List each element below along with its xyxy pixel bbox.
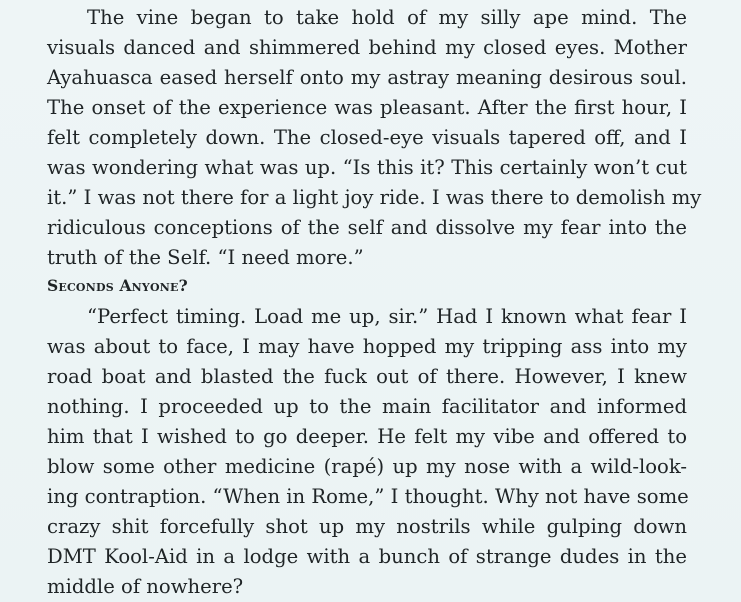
paragraph-line: was wondering what was up. “Is this it? This certainly won’t cut <box>47 156 687 179</box>
paragraph-line: ridiculous conceptions of the self and dissolve my fear into the <box>47 216 687 239</box>
paragraph-line: DMT Kool-Aid in a lodge with a bunch of strange dudes in the <box>47 545 687 568</box>
paragraph-line: ing contraption. “When in Rome,” I thought. Why not have some <box>47 485 689 508</box>
paragraph-line: “Perfect timing. Load me up, sir.” Had I known what fear I <box>87 305 687 328</box>
paragraph-line: The vine began to take hold of my silly ape mind. The <box>87 6 687 29</box>
paragraph-line: crazy shit forcefully shot up my nostrils while gulping down <box>47 515 687 538</box>
paragraph-line: him that I wished to go deeper. He felt my vibe and offered to <box>47 425 687 448</box>
section-heading: Seconds Anyone? <box>47 276 188 295</box>
paragraph-line: The onset of the experience was pleasant. After the first hour, I <box>47 96 687 119</box>
paragraph-line: middle of nowhere? <box>47 575 244 598</box>
paragraph-line: nothing. I proceeded up to the main facilitator and informed <box>47 395 687 418</box>
paragraph-line: Ayahuasca eased herself onto my astray meaning desirous soul. <box>47 66 687 89</box>
paragraph-line: truth of the Self. “I need more.” <box>47 246 364 269</box>
paragraph-line: it.” I was not there for a light joy ride. I was there to demolish my <box>47 186 702 209</box>
paragraph-line: visuals danced and shimmered behind my closed eyes. Mother <box>47 36 687 59</box>
paragraph-line: felt completely down. The closed-eye visuals tapered off, and I <box>47 126 687 149</box>
paragraph-line: was about to face, I may have hopped my tripping ass into my <box>47 335 687 358</box>
paragraph-line: blow some other medicine (rapé) up my nose with a wild-look- <box>47 455 687 478</box>
paragraph-line: road boat and blasted the fuck out of there. However, I knew <box>47 365 687 388</box>
